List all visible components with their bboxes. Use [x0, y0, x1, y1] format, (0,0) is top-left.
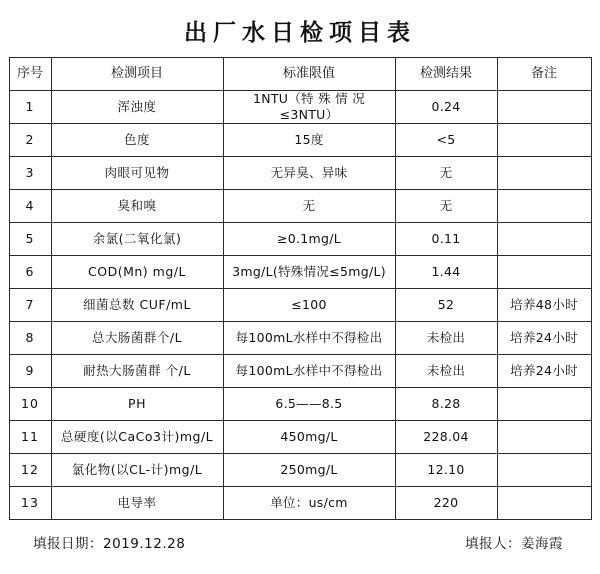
- row-item: 色度: [51, 124, 223, 157]
- row-item: 氯化物(以CL-计)mg/L: [51, 454, 223, 487]
- row-index: 8: [9, 322, 51, 355]
- row-standard: 6.5——8.5: [223, 388, 395, 421]
- row-standard: ≥0.1mg/L: [223, 223, 395, 256]
- column-header-note: 备注: [497, 58, 591, 91]
- report-date-value: 2019.12.28: [103, 536, 186, 552]
- row-note: [497, 124, 591, 157]
- row-index: 5: [9, 223, 51, 256]
- column-header-std: 标准限值: [223, 58, 395, 91]
- row-note: [497, 91, 591, 124]
- table-row: [9, 256, 591, 289]
- footer: [9, 532, 591, 552]
- row-item: 总硬度(以CaCo3计)mg/L: [51, 421, 223, 454]
- row-item: 浑浊度: [51, 91, 223, 124]
- row-index: 9: [9, 355, 51, 388]
- row-result: 未检出: [395, 322, 497, 355]
- row-result: 无: [395, 157, 497, 190]
- row-index: 6: [9, 256, 51, 289]
- row-note: [497, 421, 591, 454]
- table-row: [9, 454, 591, 487]
- table-row: [9, 157, 591, 190]
- table-row: [9, 289, 591, 322]
- column-header-no: 序号: [9, 58, 51, 91]
- row-item: COD(Mn) mg/L: [51, 256, 223, 289]
- row-result: 220: [395, 487, 497, 520]
- row-standard: 单位：us/cm: [223, 487, 395, 520]
- row-item: PH: [51, 388, 223, 421]
- row-result: 1.44: [395, 256, 497, 289]
- report-date-label: 填报日期：: [33, 536, 103, 552]
- row-index: 4: [9, 190, 51, 223]
- row-item: 余氯(二氧化氯): [51, 223, 223, 256]
- row-item: 电导率: [51, 487, 223, 520]
- row-note: [497, 256, 591, 289]
- table-row: [9, 322, 591, 355]
- row-item: 肉眼可见物: [51, 157, 223, 190]
- row-note: [497, 454, 591, 487]
- table-row: [9, 91, 591, 124]
- report-date: [33, 532, 185, 552]
- row-standard: 每100mL水样中不得检出: [223, 355, 395, 388]
- table-row: [9, 487, 591, 520]
- row-note: 培养24小时: [497, 355, 591, 388]
- row-result: 0.11: [395, 223, 497, 256]
- row-standard: ≤100: [223, 289, 395, 322]
- row-standard: 每100mL水样中不得检出: [223, 322, 395, 355]
- page-title: 出厂水日检项目表: [184, 19, 416, 46]
- row-index: 11: [9, 421, 51, 454]
- row-index: 12: [9, 454, 51, 487]
- row-note: [497, 388, 591, 421]
- row-standard: 1NTU（特 殊 情 况 ≤3NTU）: [223, 91, 395, 124]
- row-result: 未检出: [395, 355, 497, 388]
- table-row: [9, 223, 591, 256]
- row-standard: 450mg/L: [223, 421, 395, 454]
- row-result: 8.28: [395, 388, 497, 421]
- row-result: 0.24: [395, 91, 497, 124]
- row-result: 52: [395, 289, 497, 322]
- row-note: 培养48小时: [497, 289, 591, 322]
- column-header-result: 检测结果: [395, 58, 497, 91]
- reporter-label: 填报人：: [465, 536, 521, 552]
- row-item: 耐热大肠菌群 个/L: [51, 355, 223, 388]
- row-standard: 无: [223, 190, 395, 223]
- row-index: 7: [9, 289, 51, 322]
- row-item: 细菌总数 CUF/mL: [51, 289, 223, 322]
- row-note: [497, 487, 591, 520]
- row-note: [497, 190, 591, 223]
- table-row: [9, 190, 591, 223]
- row-standard: 250mg/L: [223, 454, 395, 487]
- row-index: 10: [9, 388, 51, 421]
- table-row: [9, 124, 591, 157]
- water-quality-table: [9, 57, 592, 520]
- reporter-value: 姜海霞: [521, 536, 563, 552]
- table-row: [9, 421, 591, 454]
- table-header-row: [9, 58, 591, 91]
- row-index: 1: [9, 91, 51, 124]
- row-note: [497, 223, 591, 256]
- row-result: 12.10: [395, 454, 497, 487]
- row-index: 3: [9, 157, 51, 190]
- row-note: [497, 157, 591, 190]
- row-result: 无: [395, 190, 497, 223]
- row-result: 228.04: [395, 421, 497, 454]
- row-index: 2: [9, 124, 51, 157]
- row-standard: 3mg/L(特殊情况≤5mg/L): [223, 256, 395, 289]
- row-standard: 无异臭、异味: [223, 157, 395, 190]
- row-item: 总大肠菌群个/L: [51, 322, 223, 355]
- row-standard: 15度: [223, 124, 395, 157]
- row-note: 培养24小时: [497, 322, 591, 355]
- table-row: [9, 355, 591, 388]
- table-row: [9, 388, 591, 421]
- reporter: [465, 532, 563, 552]
- column-header-item: 检测项目: [51, 58, 223, 91]
- row-index: 13: [9, 487, 51, 520]
- row-item: 臭和嗅: [51, 190, 223, 223]
- row-result: <5: [395, 124, 497, 157]
